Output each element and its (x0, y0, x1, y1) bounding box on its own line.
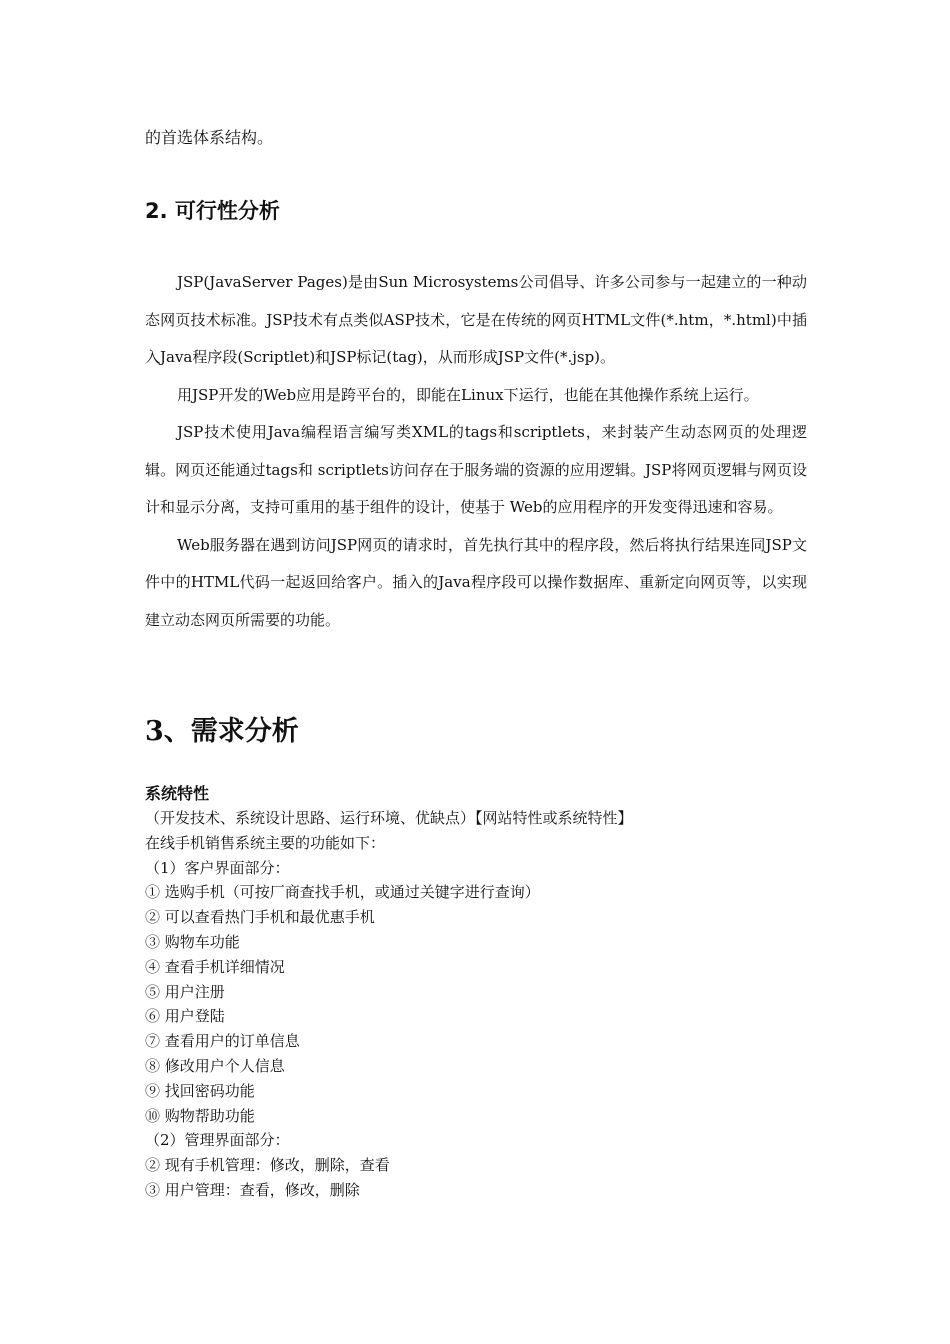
list-item: （1）客户界面部分： (145, 858, 290, 877)
paragraph: Web服务器在遇到访问JSP网页的请求时，首先执行其中的程序段，然后将执行结果连同JSP文件中的HTML代码一起返回给客户。插入的Java程序段可以操作数据库、重新定向网页等，以实现建立动态网页所需要的功能。 (145, 535, 807, 629)
section-2-heading: 2. 可行性分析 (145, 199, 280, 223)
paragraph: 用JSP开发的Web应用是跨平台的，即能在Linux下运行，也能在其他操作系统上运行。 (177, 385, 759, 404)
list-item: ③ 用户管理：查看，修改，删除 (145, 1180, 360, 1199)
system-features-title: 系统特性 (145, 784, 210, 803)
paragraph: JSP技术使用Java编程语言编写类XML的tags和scriptlets，来封装产生动态网页的处理逻辑。网页还能通过tags和 scriptlets访问存在于服务端的资源的应用逻辑。JSP将网页逻辑与网页设计和显示分离，支持可重用的基于组件的设计，使基于 Web的应用程序的开发变得迅速和容易。 (145, 423, 807, 516)
list-item: （2）管理界面部分： (145, 1131, 290, 1150)
list-item: ⑧ 修改用户个人信息 (145, 1056, 285, 1075)
list-item: ① 选购手机（可按厂商查找手机，或通过关键字进行查询） (145, 883, 540, 902)
list-item: ⑦ 查看用户的订单信息 (145, 1032, 300, 1051)
list-item: ⑥ 用户登陆 (145, 1007, 225, 1026)
list-item: ② 可以查看热门手机和最优惠手机 (145, 908, 375, 927)
list-item: 在线手机销售系统主要的功能如下： (145, 833, 386, 852)
paragraph: JSP(JavaServer Pages)是由Sun Microsystems公司倡导、许多公司参与一起建立的一种动态网页技术标准。JSP技术有点类似ASP技术，它是在传统的网页HTML文件(*.htm，*.html)中插入Java程序段(Scriptlet)和JSP标记(tag)，从而形成JSP文件(*.jsp)。 (145, 273, 807, 366)
feasibility-body (145, 264, 807, 639)
intro-line: 的首选体系结构。 (145, 128, 274, 147)
requirements-list (145, 806, 845, 1203)
list-item: ⑨ 找回密码功能 (145, 1081, 255, 1100)
list-item: ④ 查看手机详细情况 (145, 957, 285, 976)
list-item: ⑤ 用户注册 (145, 982, 225, 1001)
section-3-heading: 3、需求分析 (145, 716, 299, 747)
list-item: ② 现有手机管理：修改，删除，查看 (145, 1156, 390, 1175)
list-item: ③ 购物车功能 (145, 932, 240, 951)
list-item: （开发技术、系统设计思路、运行环境、优缺点）【网站特性或系统特性】 (145, 809, 633, 827)
list-item: ⑩ 购物帮助功能 (145, 1106, 255, 1125)
